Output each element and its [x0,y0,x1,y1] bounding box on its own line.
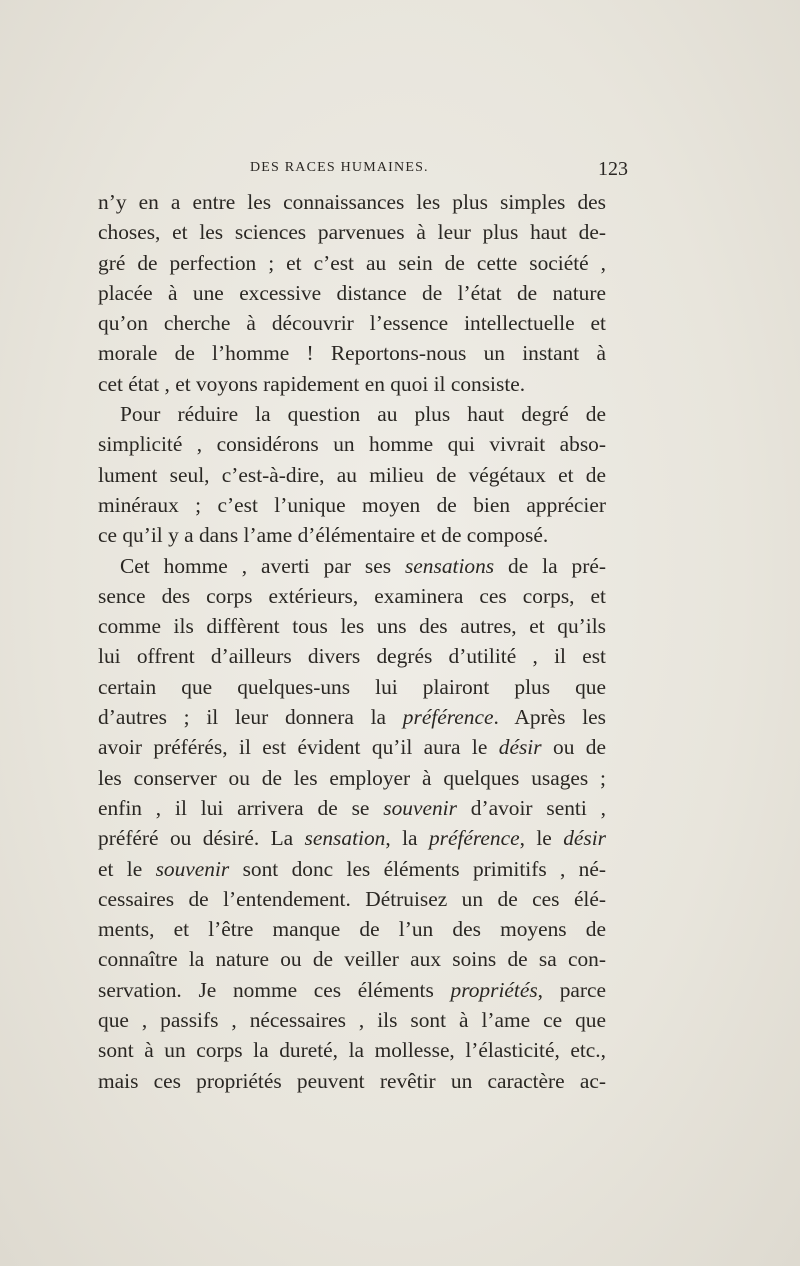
italic-word: désir [498,735,542,760]
text-line: gré de perfection ; et c’est au sein de cette société , [98,250,606,275]
italic-word: préférence [402,705,494,730]
italic-word: souvenir [155,856,230,881]
text-line: sont à un corps la dureté, la mollesse, l’élasticité, etc., [98,1038,606,1063]
text-line: lui offrent d’ailleurs divers degrés d’utilité , il est [98,644,606,669]
text-line: avoir préférés, il est évident qu’il aura le désir ou de [98,735,606,760]
text-line: qu’on cherche à découvrir l’essence intellectuelle et [98,311,606,336]
italic-word: sensation [304,826,386,851]
text-line: enfin , il lui arrivera de se souvenir d’avoir senti , [98,795,607,820]
text-line: cessaires de l’entendement. Détruisez un de ces élé- [98,886,606,911]
text-line: servation. Je nomme ces éléments propriétés, parce [98,977,606,1002]
text-line: minéraux ; c’est l’unique moyen de bien apprécier [98,492,606,517]
body-text [98,187,606,1096]
text-line: morale de l’homme ! Reportons-nous un instant à [98,341,606,366]
text-line: d’autres ; il leur donnera la préférence. Après les [98,705,606,730]
page-header [98,160,628,184]
text-line: n’y en a entre les connaissances les plus simples des [98,190,606,214]
text-line: lument seul, c’est-à-dire, au milieu de végétaux et de [98,462,606,487]
text-line: comme ils diffèrent tous les uns des autres, et qu’ils [98,614,606,639]
italic-word: sensations [404,553,495,578]
text-line: choses, et les sciences parvenues à leur plus haut de- [98,220,606,245]
text-line: ce qu’il y a dans l’ame d’élémentaire et de composé. [98,523,549,548]
text-line: que , passifs , nécessaires , ils sont à l’ame ce que [98,1008,606,1033]
text-line: connaître la nature ou de veiller aux soins de sa con- [98,947,606,972]
running-title: DES RACES HUMAINES. [250,160,429,175]
text-line: ments, et l’être manque de l’un des moyens de [98,917,606,942]
italic-word: préférence [428,826,520,851]
text-line: Cet homme , averti par ses sensations de la pré- [120,553,606,578]
text-line: sence des corps extérieurs, examinera ces corps, et [98,583,606,608]
text-line: mais ces propriétés peuvent revêtir un caractère ac- [98,1068,606,1093]
italic-word: désir [563,826,606,851]
text-line: et le souvenir sont donc les éléments primitifs , né- [98,856,606,881]
italic-word: propriétés [450,977,538,1002]
italic-word: souvenir [383,795,457,820]
text-line: les conserver ou de les employer à quelques usages ; [98,765,606,790]
page-number: 123 [598,158,628,180]
text-line: Pour réduire la question au plus haut degré de [120,402,606,427]
text-line: certain que quelques-uns lui plairont plus que [98,674,606,699]
text-line: préféré ou désiré. La sensation, la préférence, le désir [98,826,606,851]
text-line: placée à une excessive distance de l’état de nature [98,280,606,305]
text-line: cet état , et voyons rapidement en quoi il consiste. [98,371,526,396]
text-line: simplicité , considérons un homme qui vivrait abso- [98,432,606,457]
